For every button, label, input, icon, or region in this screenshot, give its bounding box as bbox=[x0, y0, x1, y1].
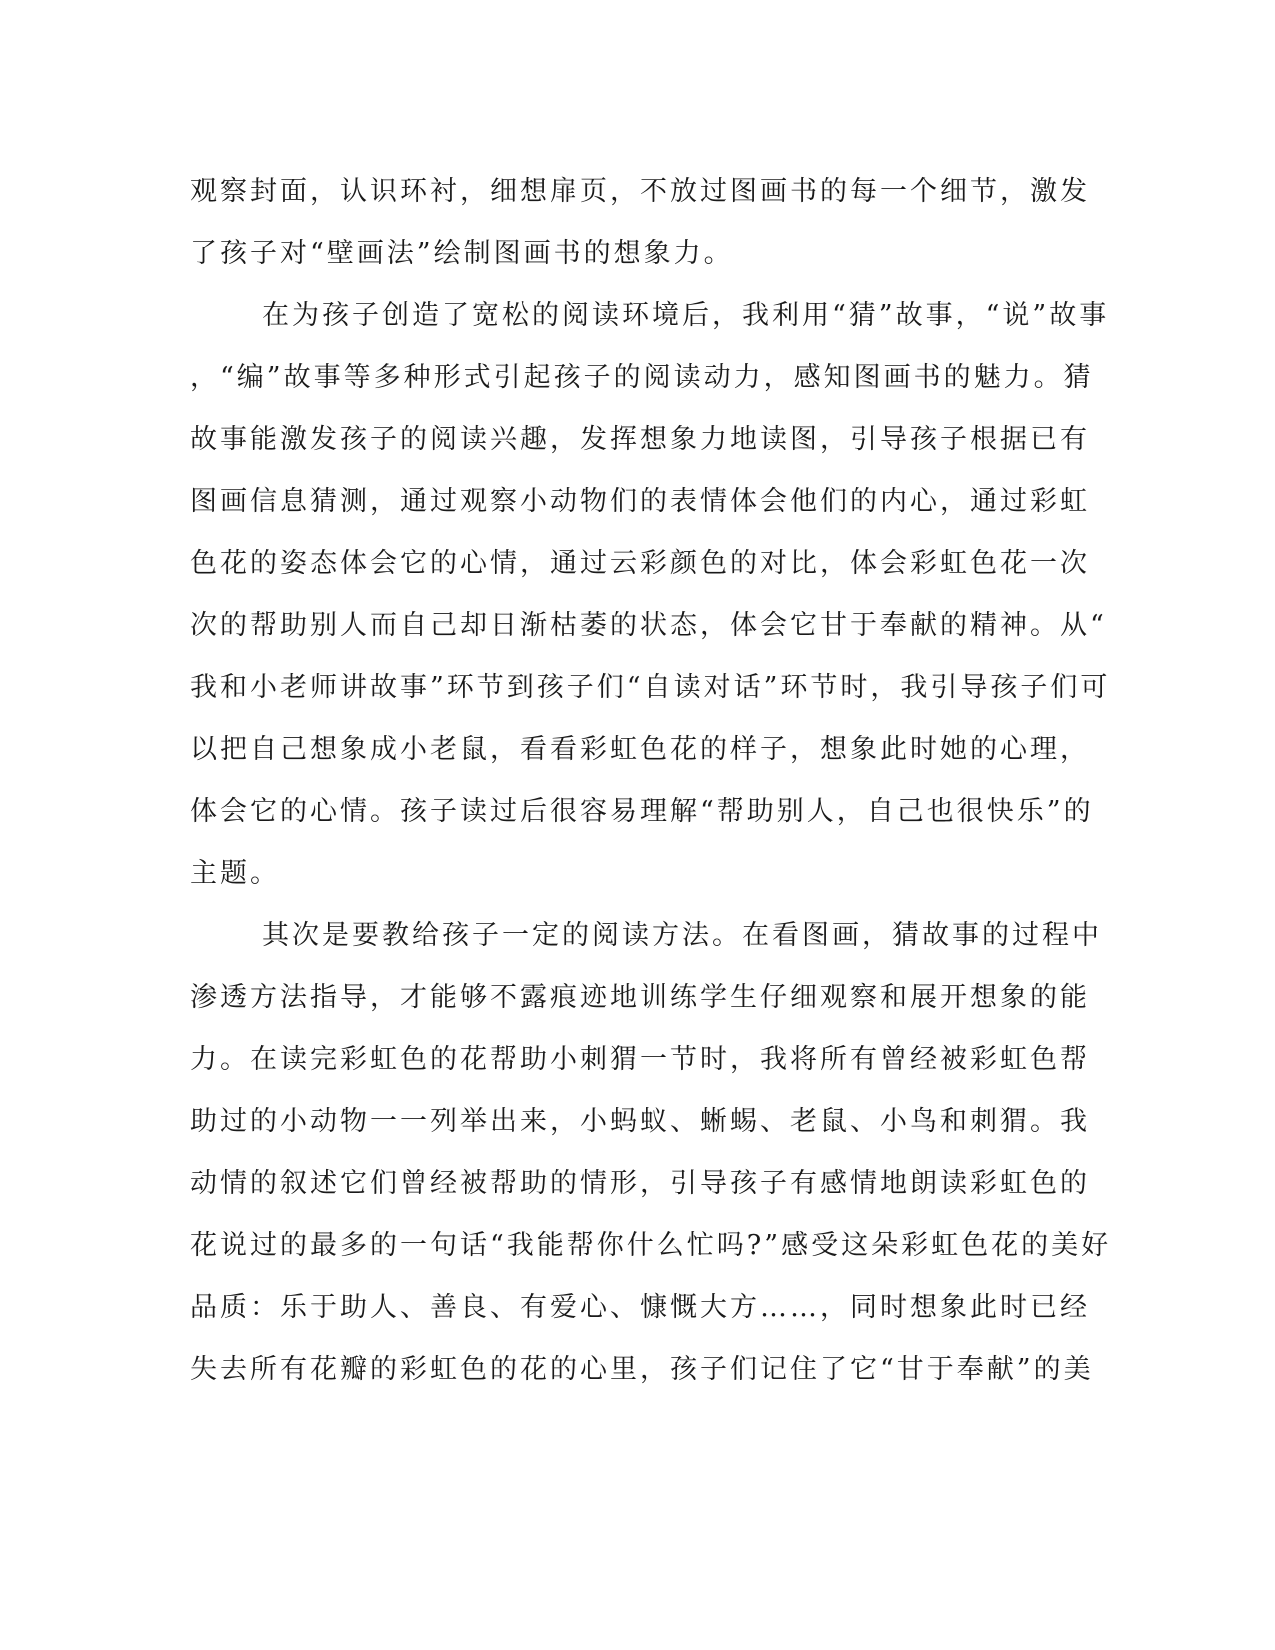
text-line: 失去所有花瓣的彩虹色的花的心里，孩子们记住了它“甘于奉献”的美 bbox=[190, 1354, 1094, 1385]
text-line: 次的帮助别人而自己却日渐枯萎的状态，体会它甘于奉献的精神。从“ bbox=[190, 610, 1107, 641]
text-line: 品质：乐于助人、善良、有爱心、慷慨大方……，同时想象此时已经 bbox=[190, 1292, 1090, 1323]
text-line: 以把自己想象成小老鼠，看看彩虹色花的样子，想象此时她的心理， bbox=[190, 734, 1090, 765]
text-line: 故事能激发孩子的阅读兴趣，发挥想象力地读图，引导孩子根据已有 bbox=[190, 424, 1090, 455]
paragraph-start-line: 在为孩子创造了宽松的阅读环境后，我利用“猜”故事，“说”故事 bbox=[262, 300, 1110, 331]
text-line: 花说过的最多的一句话“我能帮你什么忙吗?”感受这朵彩虹色花的美好 bbox=[190, 1230, 1112, 1261]
text-line: 体会它的心情。孩子读过后很容易理解“帮助别人，自己也很快乐”的 bbox=[190, 796, 1094, 827]
text-line: 观察封面，认识环衬，细想扉页，不放过图画书的每一个细节，激发 bbox=[190, 176, 1090, 207]
text-line: 色花的姿态体会它的心情，通过云彩颜色的对比，体会彩虹色花一次 bbox=[190, 548, 1090, 579]
body-text bbox=[190, 161, 1112, 1401]
text-line: 我和小老师讲故事”环节到孩子们“自读对话”环节时，我引导孩子们可 bbox=[190, 672, 1111, 703]
text-line: 渗透方法指导，才能够不露痕迹地训练学生仔细观察和展开想象的能 bbox=[190, 982, 1090, 1013]
text-line: ，“编”故事等多种形式引起孩子的阅读动力，感知图画书的魅力。猜 bbox=[190, 362, 1094, 393]
text-line: 图画信息猜测，通过观察小动物们的表情体会他们的内心，通过彩虹 bbox=[190, 486, 1090, 517]
text-line: 助过的小动物一一列举出来，小蚂蚁、蜥蜴、老鼠、小鸟和刺猬。我 bbox=[190, 1106, 1090, 1137]
text-line: 了孩子对“壁画法”绘制图画书的想象力。 bbox=[190, 238, 734, 269]
paragraph-start-line: 其次是要教给孩子一定的阅读方法。在看图画，猜故事的过程中 bbox=[262, 920, 1102, 951]
text-line: 动情的叙述它们曾经被帮助的情形，引导孩子有感情地朗读彩虹色的 bbox=[190, 1168, 1090, 1199]
text-line: 主题。 bbox=[190, 858, 280, 889]
text-line: 力。在读完彩虹色的花帮助小刺猬一节时，我将所有曾经被彩虹色帮 bbox=[190, 1044, 1090, 1075]
